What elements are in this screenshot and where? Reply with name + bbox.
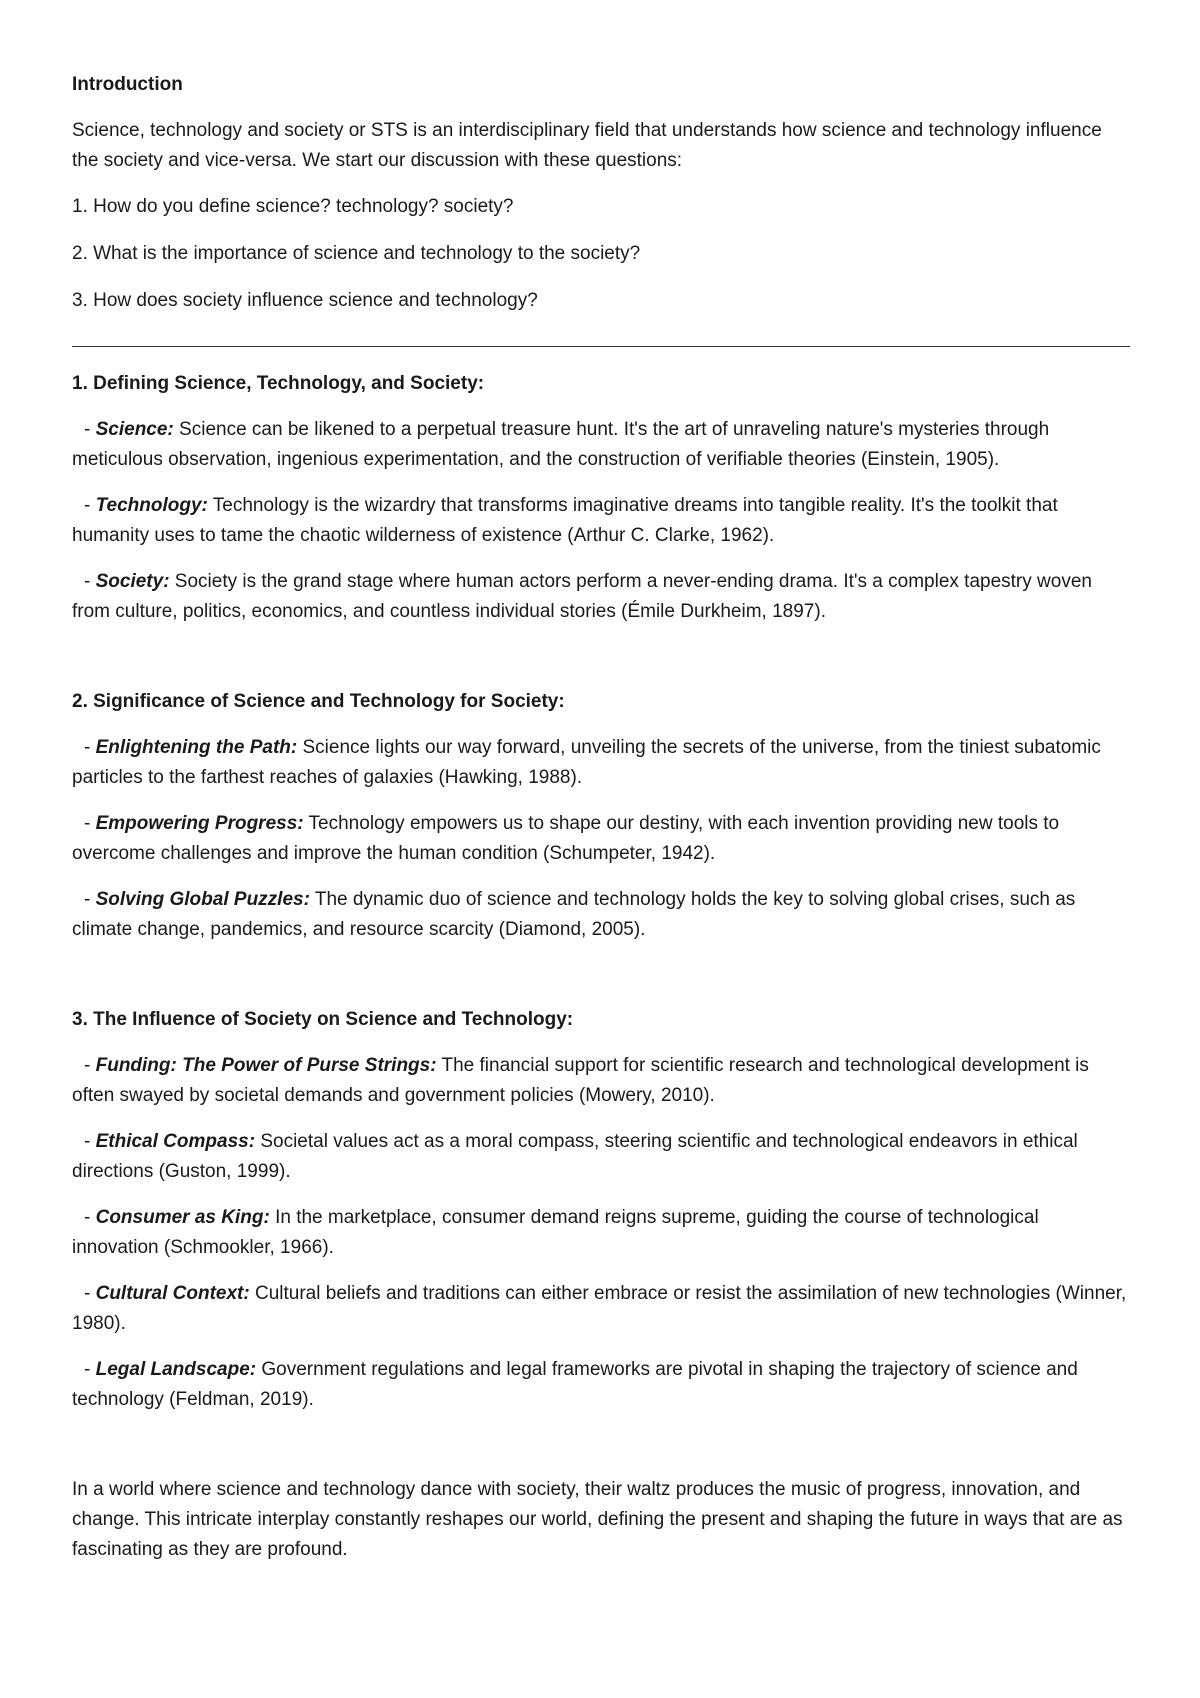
intro-question-2: 2. What is the importance of science and technology to the society? (72, 243, 641, 264)
item-dash: - (84, 1131, 96, 1152)
list-item (72, 809, 1130, 869)
item-dash: - (84, 1055, 96, 1076)
section-heading-defining: 1. Defining Science, Technology, and Society: (72, 373, 485, 394)
item-dash: - (84, 1359, 96, 1380)
list-item (72, 1355, 1130, 1415)
list-item (72, 1127, 1130, 1187)
item-text: Society is the grand stage where human actors perform a never-ending drama. It's a complex tapestry woven from culture, politics, economics, and countless individual stories (Émile Durkheim, 1897). (72, 571, 1092, 622)
section-spacer (72, 643, 1130, 687)
item-dash: - (84, 495, 96, 516)
item-term: Funding: The Power of Purse Strings: (95, 1055, 437, 1076)
item-term: Ethical Compass: (95, 1131, 256, 1152)
list-item (72, 491, 1130, 551)
item-dash: - (84, 889, 96, 910)
intro-paragraph: Science, technology and society or STS is an interdisciplinary field that understands how science and technology influence the society and vice-versa. We start our discussion with these questions: (72, 120, 1102, 171)
intro-title: Introduction (72, 74, 183, 95)
list-item (72, 1203, 1130, 1263)
list-item (72, 415, 1130, 475)
conclusion-paragraph: In a world where science and technology dance with society, their waltz produces the music of progress, innovation, and change. This intricate interplay constantly reshapes our world, defining the present and shaping the future in ways that are as fascinating as they are profound. (72, 1479, 1123, 1560)
list-item (72, 885, 1130, 945)
item-dash: - (84, 1207, 96, 1228)
item-text: Science can be likened to a perpetual treasure hunt. It's the art of unraveling nature's mysteries through meticulous observation, ingenious experimentation, and the construction of verifiable theories (Einstein, 1905). (72, 419, 1050, 470)
item-text: The dynamic duo of science and technology holds the key to solving global crises, such as climate change, pandemics, and resource scarcity (Diamond, 2005). (72, 889, 1076, 940)
item-dash: - (84, 419, 96, 440)
item-text: Cultural beliefs and traditions can either embrace or resist the assimilation of new technologies (Winner, 1980). (72, 1283, 1127, 1334)
item-dash: - (84, 813, 96, 834)
section-heading-influence: 3. The Influence of Society on Science and Technology: (72, 1009, 574, 1030)
item-dash: - (84, 1283, 96, 1304)
item-text: Science lights our way forward, unveiling the secrets of the universe, from the tiniest subatomic particles to the farthest reaches of galaxies (Hawking, 1988). (72, 737, 1101, 788)
item-dash: - (84, 571, 96, 592)
intro-question-1: 1. How do you define science? technology? society? (72, 196, 514, 217)
intro-question-3: 3. How does society influence science and technology? (72, 290, 538, 311)
item-term: Enlightening the Path: (95, 737, 298, 758)
list-item (72, 1279, 1130, 1339)
item-text: In the marketplace, consumer demand reigns supreme, guiding the course of technological innovation (Schmookler, 1966). (72, 1207, 1039, 1258)
item-term: Solving Global Puzzles: (95, 889, 310, 910)
item-text: Societal values act as a moral compass, steering scientific and technological endeavors in ethical directions (Guston, 1999). (72, 1131, 1078, 1182)
item-term: Cultural Context: (95, 1283, 250, 1304)
item-term: Consumer as King: (95, 1207, 270, 1228)
section-heading-significance: 2. Significance of Science and Technology for Society: (72, 691, 565, 712)
item-dash: - (84, 737, 96, 758)
list-item (72, 1051, 1130, 1111)
section-spacer (72, 1431, 1130, 1475)
section-spacer (72, 961, 1130, 1005)
item-term: Legal Landscape: (95, 1359, 257, 1380)
item-term: Society: (95, 571, 170, 592)
list-item (72, 567, 1130, 627)
item-text: The financial support for scientific research and technological development is often swayed by societal demands and government policies (Mowery, 2010). (72, 1055, 1089, 1106)
document-page (72, 70, 1130, 1565)
item-text: Government regulations and legal frameworks are pivotal in shaping the trajectory of science and technology (Feldman, 2019). (72, 1359, 1078, 1410)
list-item (72, 733, 1130, 793)
item-term: Technology: (95, 495, 208, 516)
item-term: Science: (95, 419, 174, 440)
horizontal-divider (72, 346, 1130, 347)
item-term: Empowering Progress: (95, 813, 304, 834)
item-text: Technology empowers us to shape our destiny, with each invention providing new tools to overcome challenges and improve the human condition (Schumpeter, 1942). (72, 813, 1060, 864)
item-text: Technology is the wizardry that transforms imaginative dreams into tangible reality. It's the toolkit that humanity uses to tame the chaotic wilderness of existence (Arthur C. Clarke, 1962). (72, 495, 1058, 546)
